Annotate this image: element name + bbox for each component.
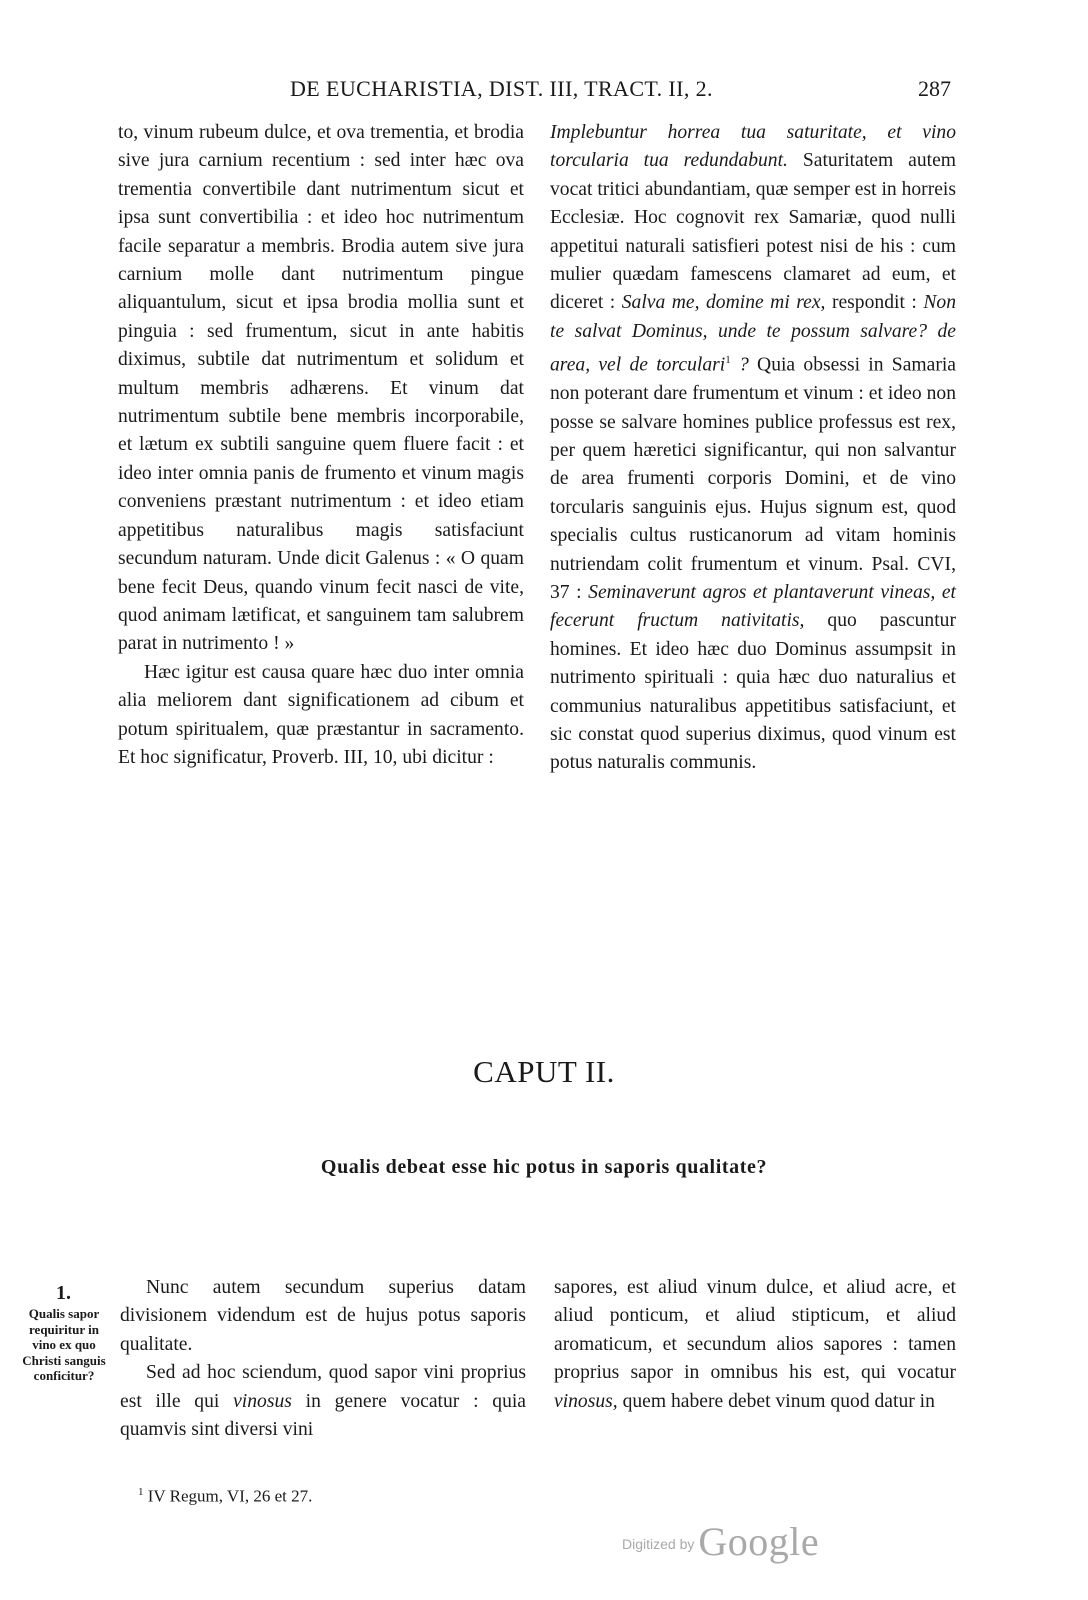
right-column-bottom: [554, 1274, 956, 1416]
body-text: quo pascuntur homines. Et ideo hæc duo Dominus assumpsit in nutrimento spirituali : quia hæc duo naturalius et communius naturalibus appetitibus satisfaciunt, et sic constat quod superius diximus, quod vinum est potus naturalis communis.: [550, 610, 956, 774]
right-column-top: [550, 119, 956, 778]
scripture-quote: Salva me, domine mi rex,: [621, 292, 826, 314]
paragraph: to, vinum rubeum dulce, et ova trementia, et brodia sive jura carnium recentium : sed inter hæc ova trementia convertibile dant nutrimentum sicut et ipsa sunt convertibilia : et ideo hoc nutrimentum facile separatur a membris. Brodia autem sive jura carnium molle dant nutrimentum pingue aliquantulum, sicut et ipsa brodia mollia sunt et pinguia : sed frumentum, sicut in ante habitis diximus, subtile dat nutrimentum et solidum et multum membris adhærens. Et vinum dat nutrimentum subtile bene membris incorporabile, et lætum ex subtili sanguine quem fluere facit : et ideo inter omnia panis de frumento et vinum magis conveniens præstant nutrimentum : et ideo etiam appetitibus naturalibus magis satisfaciunt secundum naturam. Unde dicit Galenus : « O quam bene fecit Deus, quando vinum fecit nasci de vite, quod animam lætificat, et sanguinem tam salubrem parat in nutrimento ! »: [118, 122, 524, 655]
footnote-reference: 1: [725, 354, 731, 367]
scripture-quote: Non te salvat Dominus, unde te possum salvare? de area, vel de torculari: [550, 292, 956, 376]
footnote-text: IV Regum, VI, 26 et 27.: [143, 1486, 313, 1506]
body-text: quem habere debet vinum quod datur in: [617, 1390, 935, 1412]
body-text: respondit :: [825, 292, 924, 314]
watermark-prefix: Digitized by: [622, 1536, 695, 1552]
watermark-brand: Google: [698, 1519, 820, 1564]
page-number: 287: [918, 76, 951, 101]
emphasis: vinosus,: [554, 1390, 618, 1412]
scripture-quote: Seminaverunt agros et plantaverunt vineas, et fecerunt fructum nativitatis,: [550, 582, 956, 632]
footnote: [138, 1486, 312, 1507]
scripture-quote: ?: [730, 354, 749, 376]
page-header-title: DE EUCHARISTIA, DIST. III, TRACT. II, 2.: [290, 76, 713, 101]
paragraph: [120, 1359, 526, 1444]
scripture-quote: Implebuntur horrea tua saturitate, et vino torcularia tua redundabunt.: [550, 122, 956, 172]
body-text: in genere vocatur : quia quamvis sint diversi vini: [120, 1390, 527, 1441]
paragraph: [554, 1274, 956, 1416]
chapter-subheading: Qualis debeat esse hic potus in saporis qualitate?: [320, 1156, 768, 1178]
left-column-bottom: [120, 1274, 526, 1444]
body-text: Saturitatem autem vocat tritici abundantiam, quæ semper est in horreis Ecclesiæ. Hoc cognovit rex Samariæ, quod nulli appetitui naturali satisfieri potest nisi de his : cum mulier quædam famescens clamaret ad eum, et diceret :: [550, 150, 957, 314]
body-text: Quia obsessi in Samaria non poterant dare frumentum et vinum : et ideo non posse se salvare homines publice professus est rex, per quem hæretici significantur, qui non salvantur de area frumenti corporis Domini, et de vino torcularis sanguinis ejus. Hujus signum est, quod specialis cultus rusticanorum ad vitam hominis nutriendam colit frumentum et vinum. Psal. CVI, 37 :: [550, 354, 956, 604]
digitization-watermark: [622, 1518, 819, 1565]
left-column-top: [118, 119, 524, 772]
paragraph: Hæc igitur est causa quare hæc duo inter omnia alia meliorem dant significationem ad cibum et potum spiritualem, quæ præstantur in sacramento. Et hoc significatur, Proverb. III, 10, ubi dicitur :: [118, 661, 524, 768]
paragraph: Nunc autem secundum superius datam divisionem videndum est de hujus potus saporis qualitate.: [120, 1277, 526, 1355]
margin-note: Qualis sapor requiritur in vino ex quo Christi sanguis conficitur?: [22, 1306, 106, 1383]
section-number: 1.: [56, 1282, 71, 1304]
body-text: Sed ad hoc sciendum, quod sapor vini proprius est ille qui: [120, 1362, 526, 1412]
paragraph: [550, 119, 956, 778]
footnote-marker: 1: [138, 1486, 144, 1498]
emphasis: vinosus: [233, 1390, 292, 1412]
chapter-heading: CAPUT II.: [473, 1054, 615, 1089]
body-text: sapores, est aliud vinum dulce, et aliud acre, et aliud ponticum, et aliud stipticum, et aliud aromaticum, et secundum alios sapores : tamen proprius sapor in omnibus his est, qui vocatur: [554, 1277, 956, 1384]
